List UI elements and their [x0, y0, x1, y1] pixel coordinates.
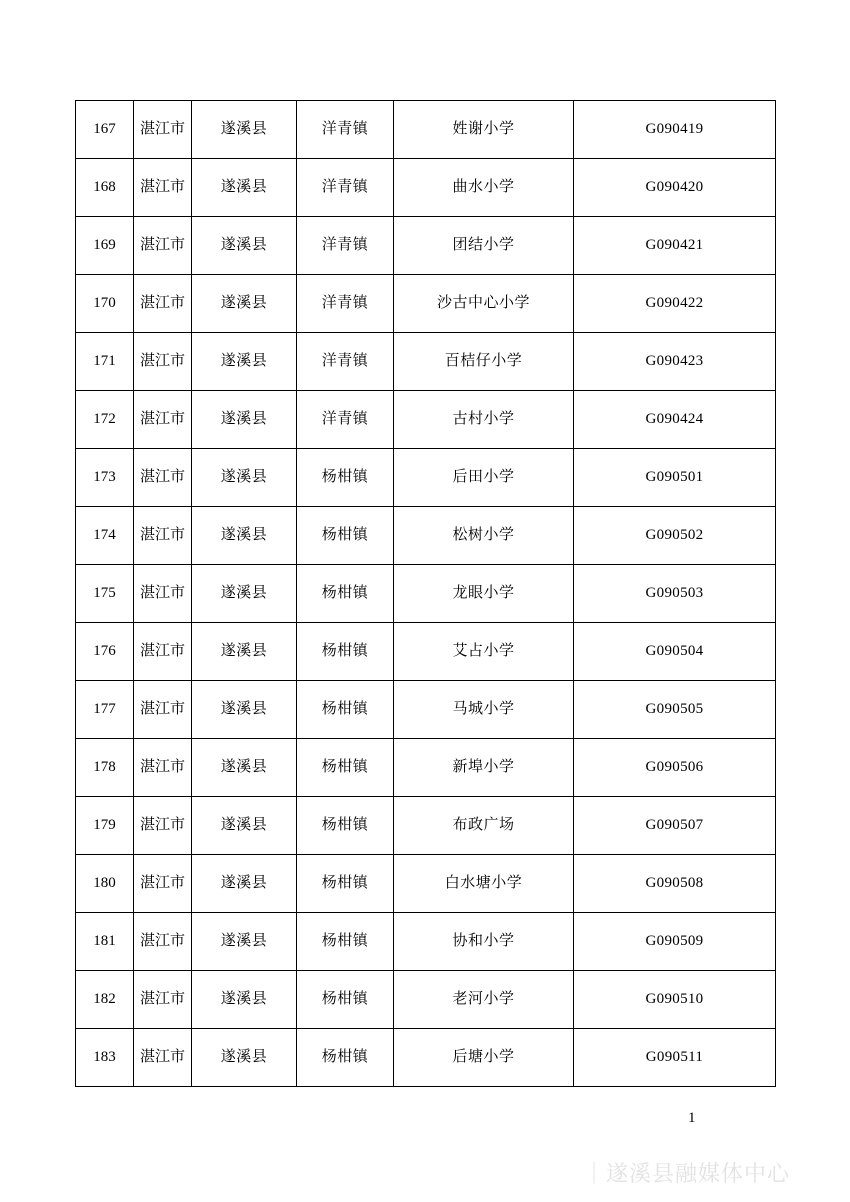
watermark: ｜遂溪县融媒体中心	[583, 1161, 791, 1186]
cell-index: 167	[76, 101, 134, 159]
table-row	[76, 565, 776, 623]
cell-name: 曲水小学	[394, 159, 574, 217]
cell-county: 遂溪县	[192, 797, 297, 855]
cell-code: G090509	[574, 913, 776, 971]
cell-city: 湛江市	[134, 971, 192, 1029]
cell-county: 遂溪县	[192, 681, 297, 739]
cell-city: 湛江市	[134, 913, 192, 971]
cell-index: 169	[76, 217, 134, 275]
cell-town: 洋青镇	[297, 333, 394, 391]
cell-index: 176	[76, 623, 134, 681]
cell-city: 湛江市	[134, 101, 192, 159]
cell-county: 遂溪县	[192, 739, 297, 797]
cell-county: 遂溪县	[192, 971, 297, 1029]
table-row	[76, 913, 776, 971]
cell-city: 湛江市	[134, 855, 192, 913]
table-body	[76, 101, 776, 1087]
table-row	[76, 101, 776, 159]
table-row	[76, 391, 776, 449]
cell-name: 白水塘小学	[394, 855, 574, 913]
cell-index: 178	[76, 739, 134, 797]
cell-code: G090423	[574, 333, 776, 391]
cell-city: 湛江市	[134, 449, 192, 507]
cell-index: 170	[76, 275, 134, 333]
cell-city: 湛江市	[134, 507, 192, 565]
cell-code: G090421	[574, 217, 776, 275]
cell-index: 179	[76, 797, 134, 855]
cell-index: 175	[76, 565, 134, 623]
cell-name: 布政广场	[394, 797, 574, 855]
cell-code: G090502	[574, 507, 776, 565]
cell-town: 杨柑镇	[297, 565, 394, 623]
cell-name: 老河小学	[394, 971, 574, 1029]
cell-town: 洋青镇	[297, 217, 394, 275]
table-row	[76, 797, 776, 855]
cell-town: 杨柑镇	[297, 681, 394, 739]
cell-town: 洋青镇	[297, 275, 394, 333]
cell-city: 湛江市	[134, 1029, 192, 1087]
cell-county: 遂溪县	[192, 1029, 297, 1087]
cell-code: G090503	[574, 565, 776, 623]
cell-code: G090511	[574, 1029, 776, 1087]
cell-town: 杨柑镇	[297, 623, 394, 681]
cell-city: 湛江市	[134, 217, 192, 275]
cell-code: G090505	[574, 681, 776, 739]
cell-city: 湛江市	[134, 623, 192, 681]
table-row	[76, 681, 776, 739]
cell-county: 遂溪县	[192, 391, 297, 449]
cell-index: 174	[76, 507, 134, 565]
cell-city: 湛江市	[134, 739, 192, 797]
cell-city: 湛江市	[134, 797, 192, 855]
table-row	[76, 739, 776, 797]
cell-code: G090507	[574, 797, 776, 855]
table-row	[76, 275, 776, 333]
cell-town: 杨柑镇	[297, 855, 394, 913]
cell-county: 遂溪县	[192, 507, 297, 565]
cell-county: 遂溪县	[192, 333, 297, 391]
cell-county: 遂溪县	[192, 449, 297, 507]
table-row	[76, 623, 776, 681]
cell-name: 团结小学	[394, 217, 574, 275]
cell-town: 杨柑镇	[297, 739, 394, 797]
cell-county: 遂溪县	[192, 217, 297, 275]
cell-city: 湛江市	[134, 681, 192, 739]
cell-name: 后田小学	[394, 449, 574, 507]
cell-code: G090501	[574, 449, 776, 507]
cell-code: G090510	[574, 971, 776, 1029]
table-row	[76, 1029, 776, 1087]
cell-index: 173	[76, 449, 134, 507]
cell-code: G090424	[574, 391, 776, 449]
cell-town: 杨柑镇	[297, 449, 394, 507]
cell-city: 湛江市	[134, 333, 192, 391]
cell-county: 遂溪县	[192, 565, 297, 623]
cell-code: G090419	[574, 101, 776, 159]
cell-index: 177	[76, 681, 134, 739]
cell-name: 新埠小学	[394, 739, 574, 797]
cell-name: 松树小学	[394, 507, 574, 565]
cell-name: 沙古中心小学	[394, 275, 574, 333]
table-row	[76, 333, 776, 391]
table-row	[76, 449, 776, 507]
cell-town: 杨柑镇	[297, 797, 394, 855]
page-number: 1	[688, 1110, 696, 1126]
cell-city: 湛江市	[134, 391, 192, 449]
cell-county: 遂溪县	[192, 101, 297, 159]
cell-name: 百桔仔小学	[394, 333, 574, 391]
cell-index: 181	[76, 913, 134, 971]
table-row	[76, 971, 776, 1029]
table-row	[76, 159, 776, 217]
cell-county: 遂溪县	[192, 913, 297, 971]
cell-town: 杨柑镇	[297, 507, 394, 565]
cell-index: 172	[76, 391, 134, 449]
cell-code: G090422	[574, 275, 776, 333]
cell-county: 遂溪县	[192, 855, 297, 913]
cell-index: 171	[76, 333, 134, 391]
cell-index: 182	[76, 971, 134, 1029]
cell-town: 杨柑镇	[297, 971, 394, 1029]
cell-name: 龙眼小学	[394, 565, 574, 623]
cell-city: 湛江市	[134, 159, 192, 217]
cell-name: 马城小学	[394, 681, 574, 739]
cell-name: 艾占小学	[394, 623, 574, 681]
cell-index: 183	[76, 1029, 134, 1087]
cell-index: 168	[76, 159, 134, 217]
cell-index: 180	[76, 855, 134, 913]
cell-town: 洋青镇	[297, 159, 394, 217]
cell-code: G090504	[574, 623, 776, 681]
cell-county: 遂溪县	[192, 159, 297, 217]
cell-county: 遂溪县	[192, 623, 297, 681]
cell-city: 湛江市	[134, 275, 192, 333]
cell-code: G090420	[574, 159, 776, 217]
table-row	[76, 855, 776, 913]
data-table-container	[75, 100, 775, 1087]
cell-name: 姓谢小学	[394, 101, 574, 159]
cell-town: 洋青镇	[297, 391, 394, 449]
cell-county: 遂溪县	[192, 275, 297, 333]
cell-code: G090506	[574, 739, 776, 797]
cell-town: 杨柑镇	[297, 913, 394, 971]
cell-code: G090508	[574, 855, 776, 913]
cell-town: 洋青镇	[297, 101, 394, 159]
cell-name: 古村小学	[394, 391, 574, 449]
table-row	[76, 507, 776, 565]
cell-name: 后塘小学	[394, 1029, 574, 1087]
cell-town: 杨柑镇	[297, 1029, 394, 1087]
cell-name: 协和小学	[394, 913, 574, 971]
cell-city: 湛江市	[134, 565, 192, 623]
table-row	[76, 217, 776, 275]
school-code-table	[75, 100, 776, 1087]
